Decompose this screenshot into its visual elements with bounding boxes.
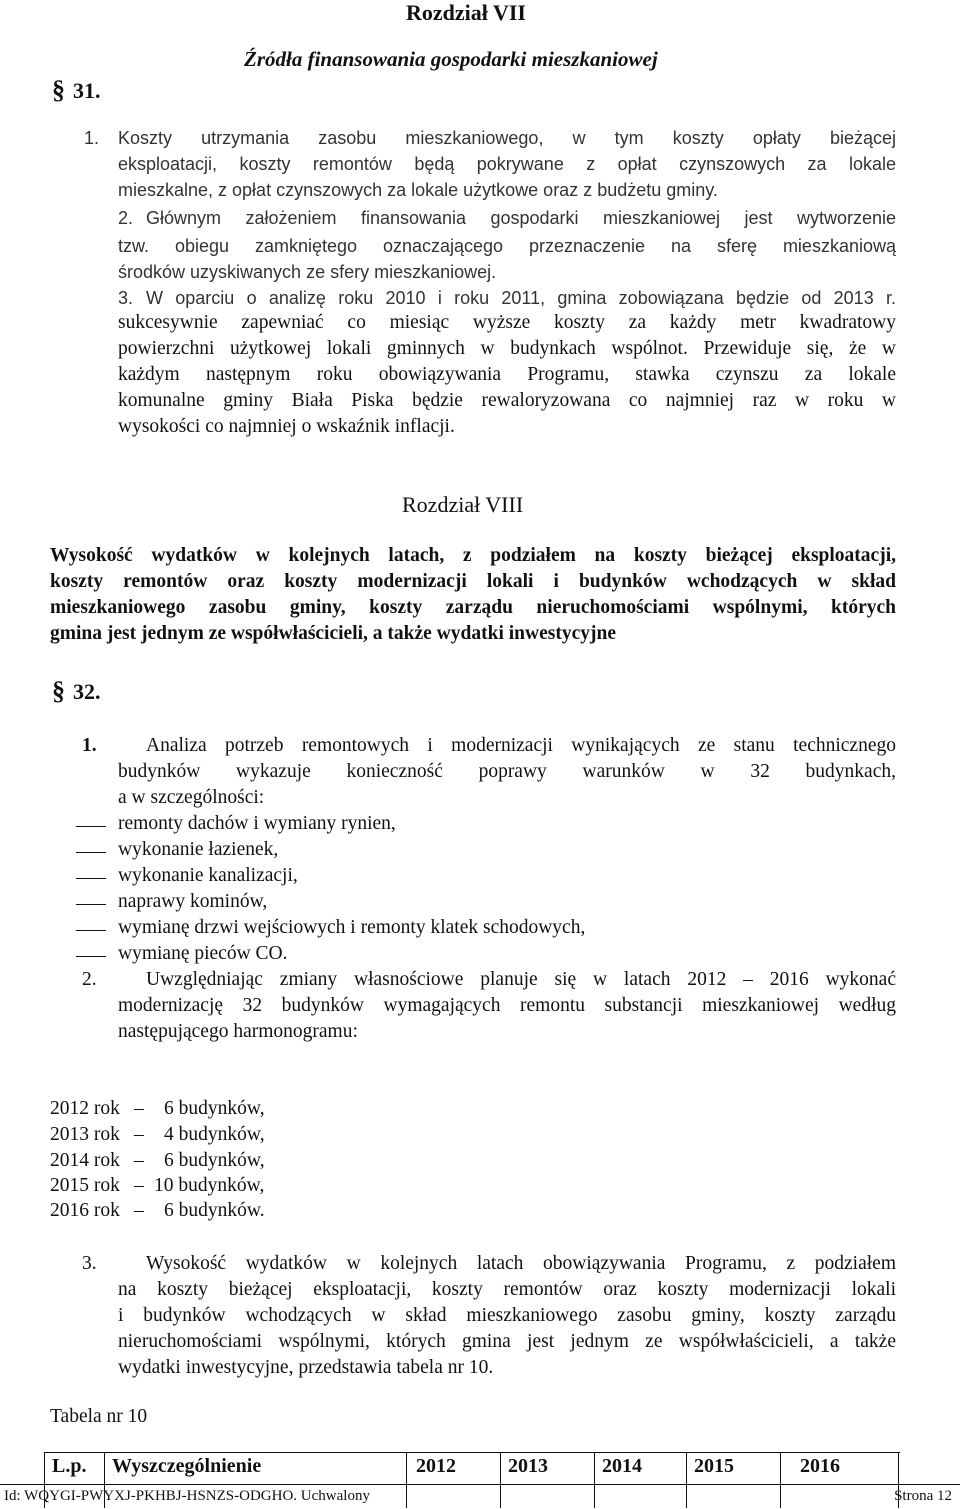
bullet-text: remonty dachów i wymiany rynien, [118,813,396,834]
text-line: każdym następnym roku obowiązywania Programu, stawka czynszu za lokale [118,364,896,385]
text-line: mieszkalne, z opłat czynszowych za lokale użytkowe oraz z budżetu gminy. [118,180,718,200]
section-number: 31. [73,78,101,103]
schedule-row [50,1150,265,1172]
bullet-text: naprawy kominów, [118,891,268,912]
text-line: Głównym założeniem finansowania gospodarki mieszkaniowej jest wytworzenie [146,208,896,228]
table-header-cell: Wyszczególnienie [112,1455,262,1477]
text-line: budynków wykazuje konieczność poprawy warunków w 32 budynkach, [118,761,896,782]
schedule-dash: – [134,1098,144,1119]
schedule-count: 6 budynków, [164,1098,265,1119]
dash-icon [76,930,106,931]
text-line: wysokości co najmniej o wskaźnik inflacji. [118,416,455,437]
section-symbol: § [52,75,65,104]
schedule-year: 2015 rok [50,1175,120,1196]
schedule-year: 2012 rok [50,1098,120,1119]
text-line: następującego harmonogramu: [118,1021,358,1042]
text-line: komunalne gminy Biała Piska będzie rewaloryzowana co najmniej raz w roku w [118,390,896,411]
schedule-count: 4 budynków, [164,1124,265,1145]
schedule-year: 2013 rok [50,1124,120,1145]
point-number: 3. [82,1253,97,1274]
bullet-text: wykonanie kanalizacji, [118,865,298,886]
text-line: Uwzględniając zmiany własnościowe planuje się w latach 2012 – 2016 wykonać [146,969,896,990]
chapter-7-title: Rozdział VII [406,0,526,25]
heading-line: koszty remontów oraz koszty modernizacji lokali i budynków wchodzących w skład [50,571,896,592]
document-id: Id: WQYGI-PWYXJ-PKHBJ-HSNZS-ODGHO. Uchwalony [4,1488,370,1504]
table-header-cell: 2012 [416,1455,456,1477]
section-31-heading [52,75,101,105]
text-line: W oparciu o analizę roku 2010 i roku 2011, gmina zobowiązana będzie od 2013 r. [146,288,896,308]
text-line: nieruchomościami wspólnymi, których gmina jest jednym ze współwłaścicieli, a także [118,1331,896,1352]
table-header-cell: 2015 [694,1455,734,1477]
point-number: 1. [82,735,97,756]
point-number: 2. [82,969,97,990]
bullet-text: wymianę pieców CO. [118,943,288,964]
schedule-dash: – [134,1150,144,1171]
dash-icon [76,878,106,879]
text-line: eksploatacji, koszty remontów będą pokrywane z opłat czynszowych za lokale [118,154,896,174]
point-number: 2. [118,208,134,228]
section-32-heading [52,676,101,706]
point-number: 3. [118,288,134,308]
schedule-year: 2016 rok [50,1200,120,1221]
text-line: Koszty utrzymania zasobu mieszkaniowego, w tym koszty opłaty bieżącej [118,128,896,148]
text-line: środków uzyskiwanych ze sfery mieszkaniowej. [118,262,497,282]
heading-line: gmina jest jednym ze współwłaścicieli, a także wydatki inwestycyjne [50,623,616,644]
schedule-row [50,1200,265,1222]
bullet-text: wymianę drzwi wejściowych i remonty klatek schodowych, [118,917,586,938]
text-line: powierzchni użytkowej lokali gminnych w budynkach wspólnot. Przewiduje się, że w [118,338,896,359]
text-line: tzw. obiegu zamkniętego oznaczającego przeznaczenie na sferę mieszkaniową [118,236,896,256]
text-line: Analiza potrzeb remontowych i modernizacji wynikających ze stanu technicznego [146,735,896,756]
section-number: 32. [73,679,101,704]
text-line: i budynków wchodzących w skład mieszkaniowego zasobu gminy, koszty zarządu [118,1305,896,1326]
text-line: modernizację 32 budynków wymagających remontu substancji mieszkaniowej według [118,995,896,1016]
schedule-row [50,1098,265,1120]
schedule-row [50,1124,265,1146]
heading-line: Wysokość wydatków w kolejnych latach, z podziałem na koszty bieżącej eksploatacji, [50,545,896,566]
dash-icon [76,904,106,905]
schedule-row [50,1175,265,1197]
dash-icon [76,826,106,827]
text-line: na koszty bieżącej eksploatacji, koszty remontów oraz koszty modernizacji lokali [118,1279,896,1300]
bullet-text: wykonanie łazienek, [118,839,279,860]
point-number: 1. [84,128,100,148]
section-symbol: § [52,676,65,705]
table-header-cell: L.p. [52,1455,87,1477]
text-line: sukcesywnie zapewniać co miesiąc wyższe koszty za każdy metr kwadratowy [118,312,896,333]
chapter-8-title: Rozdział VIII [402,492,524,517]
page-footer [0,1484,960,1509]
schedule-year: 2014 rok [50,1150,120,1171]
page-number: Strona 12 [894,1488,952,1504]
schedule-dash: – [134,1200,144,1221]
heading-line: mieszkaniowego zasobu gminy, koszty zarządu nieruchomościami wspólnymi, których [50,597,896,618]
schedule-count: 6 budynków. [164,1200,265,1221]
chapter-7-subtitle: Źródła finansowania gospodarki mieszkaniowej [244,47,658,71]
table-header-cell: 2013 [508,1455,548,1477]
text-line: Wysokość wydatków w kolejnych latach obowiązywania Programu, z podziałem [146,1253,896,1274]
schedule-count: 10 budynków, [154,1175,265,1196]
text-line: wydatki inwestycyjne, przedstawia tabela nr 10. [118,1357,494,1378]
schedule-dash: – [134,1124,144,1145]
table-header-row [44,1452,900,1485]
schedule-count: 6 budynków, [164,1150,265,1171]
table-caption: Tabela nr 10 [50,1406,148,1427]
dash-icon [76,956,106,957]
dash-icon [76,852,106,853]
schedule-dash: – [134,1175,144,1196]
table-header-cell: 2014 [602,1455,642,1477]
table-header-cell: 2016 [800,1455,840,1477]
text-line: a w szczególności: [118,787,265,808]
